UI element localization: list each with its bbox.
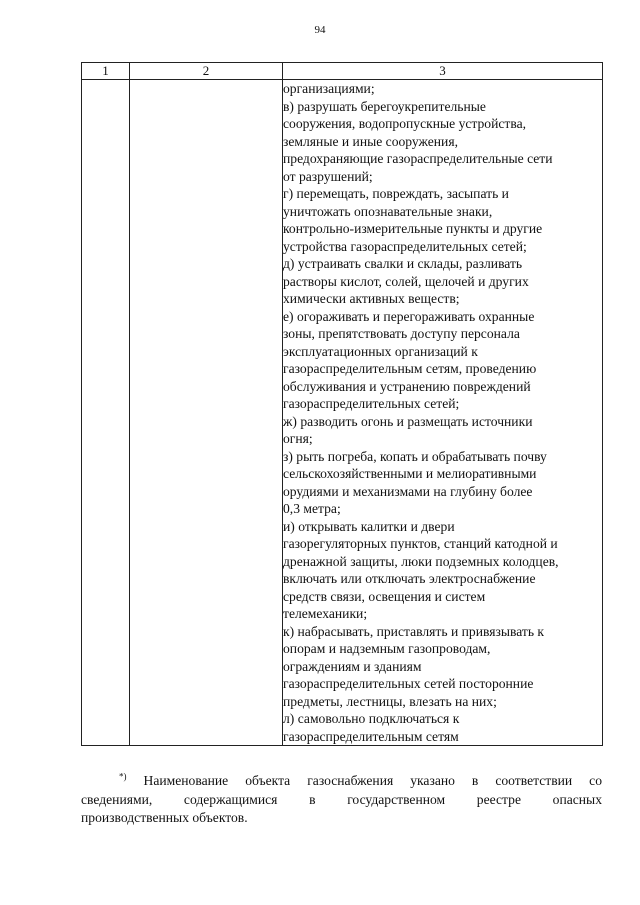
text-line: контрольно-измерительные пункты и другие bbox=[283, 221, 543, 236]
text-line: и) открывать калитки и двери bbox=[283, 518, 455, 534]
text-line: зоны, препятствовать доступу персонала bbox=[283, 326, 520, 341]
table-header-row bbox=[82, 63, 603, 80]
text-line: д) устраивать свалки и склады, разливать bbox=[283, 256, 523, 271]
text-line: 0,3 метра; bbox=[283, 501, 341, 516]
table-row bbox=[82, 80, 603, 746]
text-line: г) перемещать, повреждать, засыпать и bbox=[283, 186, 509, 201]
text-line: газораспределительным сетям bbox=[283, 728, 459, 744]
text-line: в) разрушать берегоукрепительные bbox=[283, 98, 486, 114]
text-line: л) самовольно подключаться к bbox=[283, 711, 460, 726]
text-line: газораспределительных сетей посторонние bbox=[283, 676, 534, 691]
text-line: опорам и надземным газопроводам, bbox=[283, 641, 491, 656]
text-line: организациями; bbox=[283, 81, 375, 96]
text-line: уничтожать опознавательные знаки, bbox=[283, 203, 493, 219]
text-line: сельскохозяйственными и мелиоративными bbox=[283, 466, 537, 481]
text-line: к) набрасывать, приставлять и привязывать к bbox=[283, 623, 545, 639]
footnote-line-3: производственных объектов. bbox=[81, 810, 248, 825]
text-line: телемеханики; bbox=[283, 606, 368, 621]
column-header-2: 2 bbox=[130, 63, 283, 80]
text-line: сооружения, водопропускные устройства, bbox=[283, 116, 527, 131]
footnote-line-1 bbox=[81, 772, 602, 791]
text-line: предметы, лестницы, влезать на них; bbox=[283, 693, 497, 709]
table-cell-col3 bbox=[283, 80, 603, 746]
page-number: 94 bbox=[314, 24, 326, 36]
text-line: дренажной защиты, люки подземных колодцев, bbox=[283, 553, 559, 569]
text-line: растворы кислот, солей, щелочей и других bbox=[283, 273, 529, 289]
column-header-3: 3 bbox=[283, 63, 603, 80]
footnote-line-2: сведениями, содержащимися в государственном реестре опасных bbox=[81, 791, 602, 807]
text-line: включать или отключать электроснабжение bbox=[283, 571, 536, 586]
text-line: газораспределительных сетей; bbox=[283, 396, 460, 411]
text-line: ограждениям и зданиям bbox=[283, 658, 422, 674]
footnote-mark: *) bbox=[119, 771, 127, 782]
table-cell-col2 bbox=[130, 80, 283, 746]
column-header-1: 1 bbox=[82, 63, 130, 80]
text-line: предохраняющие газораспределительные сети bbox=[283, 151, 553, 166]
text-line: химически активных веществ; bbox=[283, 291, 460, 306]
text-line: устройства газораспределительных сетей; bbox=[283, 238, 527, 254]
text-line: газорегуляторных пунктов, станций катодной и bbox=[283, 536, 558, 551]
text-line: з) рыть погреба, копать и обрабатывать почву bbox=[283, 448, 547, 464]
text-line: орудиями и механизмами на глубину более bbox=[283, 483, 533, 499]
requirements-table bbox=[81, 62, 603, 746]
table-cell-col1 bbox=[82, 80, 130, 746]
text-line: средств связи, освещения и систем bbox=[283, 588, 486, 604]
text-line: от разрушений; bbox=[283, 168, 373, 184]
text-line: ж) разводить огонь и размещать источники bbox=[283, 413, 533, 429]
footnote bbox=[81, 772, 602, 828]
text-line: эксплуатационных организаций к bbox=[283, 343, 478, 359]
footnote-text-1: Наименование объекта газоснабжения указано в соответствии со bbox=[143, 773, 602, 788]
text-line: огня; bbox=[283, 431, 313, 446]
text-line: е) огораживать и перегораживать охранные bbox=[283, 308, 535, 324]
text-line: земляные и иные сооружения, bbox=[283, 133, 458, 149]
text-line: обслуживания и устранению повреждений bbox=[283, 378, 531, 394]
text-line: газораспределительным сетям, проведению bbox=[283, 361, 537, 376]
